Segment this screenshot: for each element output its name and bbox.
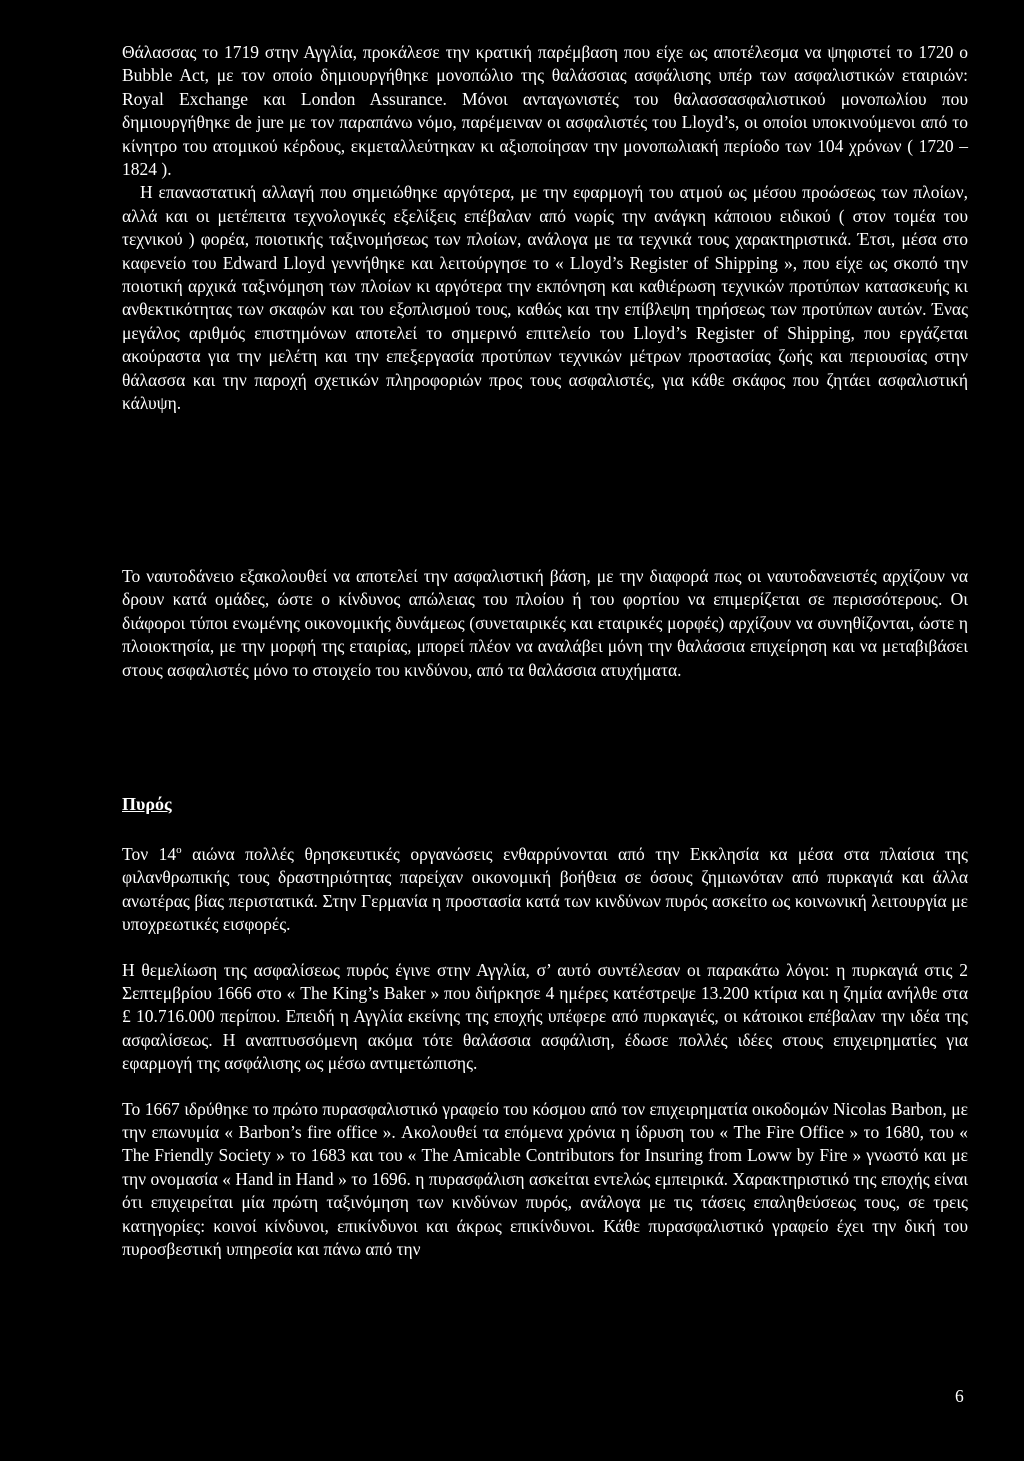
page-content xyxy=(122,41,968,1260)
section-sea-loan xyxy=(122,565,968,682)
paragraph-first-fire-office: Το 1667 ιδρύθηκε το πρώτο πυρασφαλιστικό γραφείο του κόσμου από τον επιχειρηματία οικοδομών Nicolas Barbon, με την επωνυμία « Barbon’s fire office ». Ακολουθεί τα επόμενα χρόνια η ίδρυση του « The Fire Office » το 1680, του « The Friendly Society » το 1683 και του « The Amicable Contributors for Insuring from Loww by Fire » γνωστό και με την ονομασία « Hand in Hand » το 1696. η πυρασφάλιση ασκείται εντελώς εμπειρικά. Χαρακτηριστικό της εποχής είναι ότι επιχειρείται μία πρώτη ταξινόμηση των κινδύνων πυρός, ανάλογα με τις τάσεις επαληθεύσεως τους, σε τρεις κατηγορίες: κοινοί κίνδυνοι, επικίνδυνοι και άκρως επικίνδυνοι. Κάθε πυρασφαλιστικό γραφείο έχει την δική του πυροσβεστική υπηρεσία και πάνω από την xyxy=(122,1098,968,1260)
paragraph-sea-loan: Το ναυτοδάνειο εξακολουθεί να αποτελεί την ασφαλιστική βάση, με την διαφορά πως οι ναυτοδανειστές αρχίζουν να δρουν κατά ομάδες, ώστε ο κίνδυνος απώλειας του πλοίου ή του φορτίου να επιμερίζεται σε περισσότερους. Οι διάφοροι τύποι ενωμένης οικονομικής δυνάμεως (συνεταιρικές και εταιρικές μορφές) αρχίζουν να συνηθίζονται, ώστε η πλοιοκτησία, με την μορφή της εταιρίας, μπορεί πλέον να αναλάβει μόνη την θαλάσσια επιχείρηση και να μεταβιβάσει στους ασφαλιστές μόνο το στοιχείο του κινδύνου, από τα θαλάσσια ατυχήματα. xyxy=(122,566,968,680)
paragraph-lloyds-register: Η επαναστατική αλλαγή που σημειώθηκε αργότερα, με την εφαρμογή του ατμού ως μέσου προώσεως των πλοίων, αλλά και οι μετέπειτα τεχνολογικές εξελίξεις επέβαλαν από νωρίς την ανάγκη κάποιου ειδικού ( στον τομέα του τεχνικού ) φορέα, ποιοτικής ταξινομήσεως των πλοίων, ανάλογα με τα τεχνικά τους χαρακτηριστικά. Έτσι, μέσα στο καφενείο του Edward Lloyd γεννήθηκε και λειτούργησε το « Lloyd’s Register of Shipping », που είχε ως σκοπό την ποιοτική αρχικά ταξινόμηση των πλοίων κι αργότερα την εκπόνηση και καθιέρωση τεχνικών προτύπων κατασκευής κι ανθεκτικότητας των σκαφών και του εξοπλισμού τους, καθώς και την επίβλεψη τηρήσεως των προτύπων αυτών. Ένας μεγάλος αριθμός επιστημόνων αποτελεί το σημερινό επιτελείο του Lloyd’s Register of Shipping, που εργάζεται ακούραστα για την μελέτη και την επεξεργασία προτύπων τεχνικών μέτρων προστασίας ζωής και περιουσίας στην θάλασσα και την παροχή σχετικών πληροφοριών προς τους ασφαλιστές, για κάθε σκάφος που ζητάει ασφαλιστική κάλυψη. xyxy=(122,182,968,414)
paragraph-fire-foundation: Η θεμελίωση της ασφαλίσεως πυρός έγινε στην Αγγλία, σ’ αυτό συντέλεσαν οι παρακάτω λόγοι: η πυρκαγιά στις 2 Σεπτεμβρίου 1666 στο « The King’s Baker » που διήρκησε 4 ημέρες κατέστρεψε 13.200 κτίρια και η ζημία ανήλθε στα £ 10.716.000 περίπου. Επειδή η Αγγλία εκείνης της εποχής υπέφερε από πυρκαγιές, οι κάτοικοι επέβαλαν την ιδέα της ασφαλίσεως. Η αναπτυσσόμενη ακόμα τότε θαλάσσια ασφάλιση, έδωσε πολλές ιδέες στους επιχειρηματίες για εφαρμογή της ασφάλισης ως μέσω αντιμετώπισης. xyxy=(122,959,968,1074)
section-marine-insurance xyxy=(122,41,968,416)
ordinal-superscript: ο xyxy=(176,844,182,857)
section-fire-insurance xyxy=(122,843,968,1262)
paragraph-bubble-act: Θάλασσας το 1719 στην Αγγλία, προκάλεσε την κρατική παρέμβαση που είχε ως αποτέλεσμα να ψηφιστεί το 1720 ο Bubble Act, με τον οποίο δημιουργήθηκε μονοπώλιο της θαλάσσιας ασφάλισης υπέρ των ασφαλιστικών εταιριών: Royal Exchange και London Assurance. Μόνοι ανταγωνιστές του θαλασσασφαλιστικού μονοπωλίου που δημιουργήθηκε de jure με τον παραπάνω νόμο, παρέμειναν οι ασφαλιστές του Lloyd’s, οι οποίοι υποκινούμενοι από το κίνητρο του ατομικού κέρδους, εκμεταλλεύτηκαν κι αξιοποίησαν την μονοπωλιακή περίοδο των 104 χρόνων ( 1720 – 1824 ). xyxy=(122,42,968,180)
section-heading-fire: Πυρός xyxy=(122,794,172,814)
paragraph-14th-century-rest: αιώνα πολλές θρησκευτικές οργανώσεις ενθαρρύνονται από την Εκκλησία κα μέσα στα πλαίσια της φιλανθρωπικής τους δραστηριότητας παρείχαν οικονομική βοήθεια σε όσους ζημιωνόταν από πυρκαγιά και άλλα ανωτέρας βίας περιστατικά. Στην Γερμανία η προστασία κατά των κινδύνων πυρός ασκείτο ως κοινωνική λειτουργία με υποχρεωτικές εισφορές. xyxy=(122,844,968,935)
page-number: 6 xyxy=(955,1386,964,1406)
paragraph-14th-century xyxy=(122,843,968,937)
paragraph-14th-century-start: Τον 14 xyxy=(122,844,177,864)
